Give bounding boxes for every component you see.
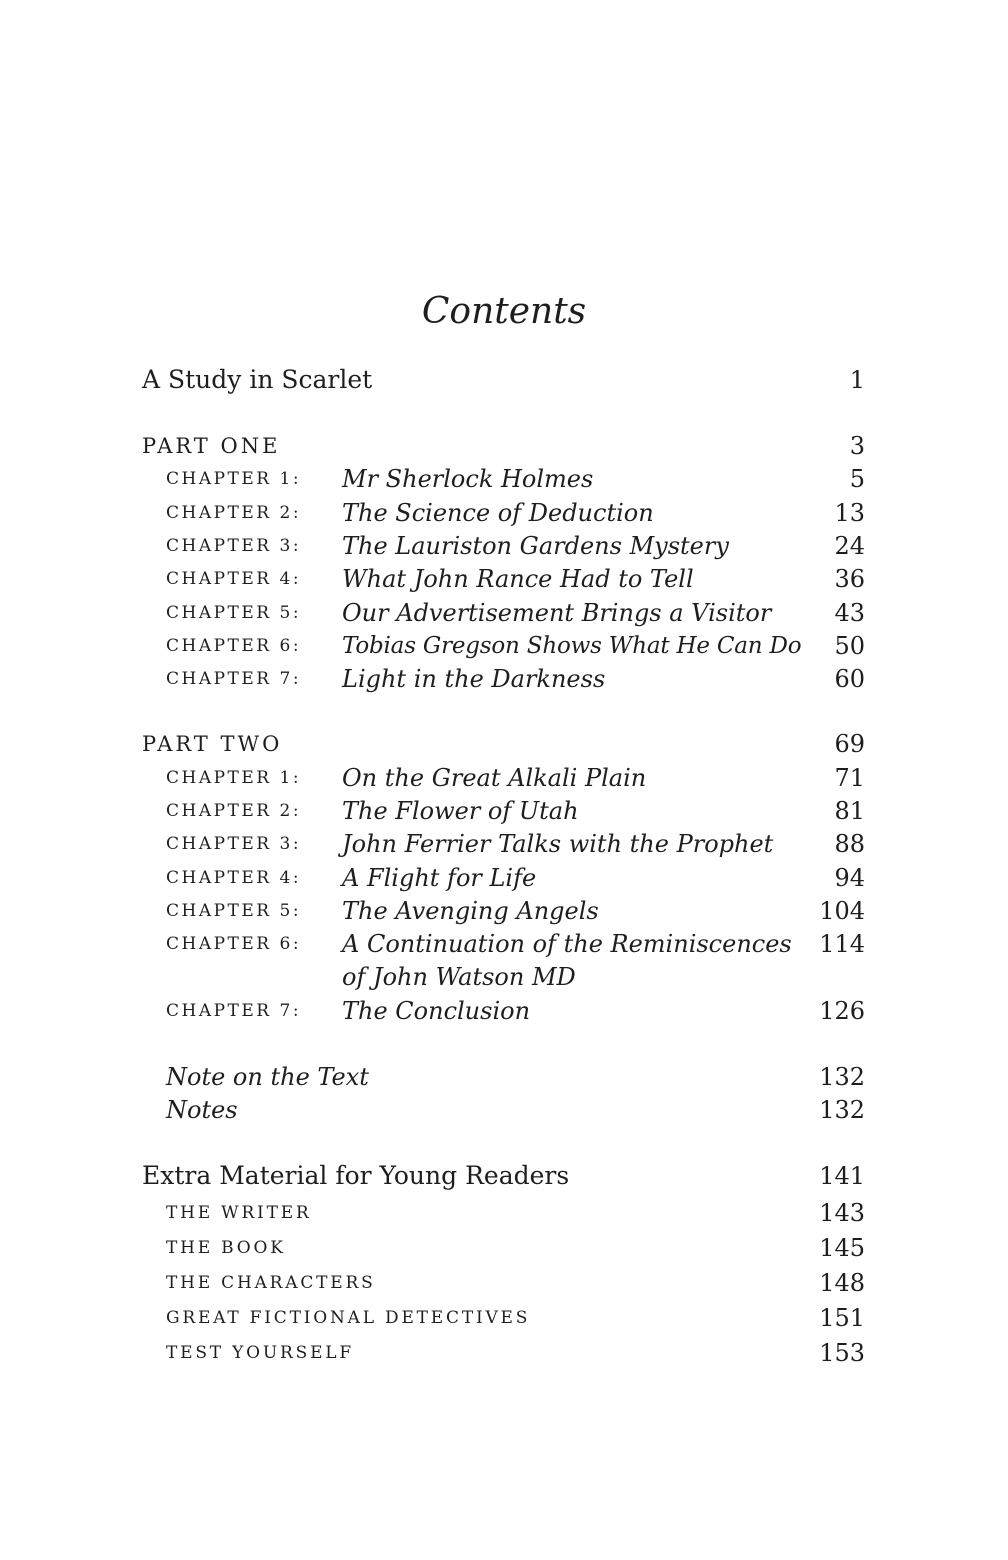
toc-page-number: 1	[849, 366, 865, 394]
toc-chapter-row-continued[interactable]	[0, 960, 1008, 994]
toc-extra-item[interactable]	[0, 1336, 1008, 1370]
page-title: Contents	[421, 291, 587, 332]
back-matter-label: Note on the Text	[166, 1063, 369, 1091]
chapter-title: The Flower of Utah	[342, 797, 579, 825]
toc-page-number: 50	[834, 632, 865, 660]
toc-note-on-text[interactable]	[0, 1060, 1008, 1094]
toc-page-number: 114	[819, 930, 865, 958]
chapter-label: CHAPTER 2:	[166, 503, 302, 523]
toc-chapter-row[interactable]	[0, 629, 1008, 663]
toc-page-number: 132	[819, 1063, 865, 1091]
chapter-title: Light in the Darkness	[342, 665, 606, 693]
toc-entry-main[interactable]	[0, 363, 1008, 397]
chapter-label: CHAPTER 7:	[166, 1001, 302, 1021]
toc-chapter-row[interactable]	[0, 529, 1008, 563]
toc-part-two[interactable]	[0, 727, 1008, 761]
chapter-title: Mr Sherlock Holmes	[342, 465, 594, 493]
chapter-label: CHAPTER 3:	[166, 834, 302, 854]
chapter-label: CHAPTER 1:	[166, 768, 302, 788]
chapter-title: On the Great Alkali Plain	[342, 764, 647, 792]
extra-item-label: THE CHARACTERS	[166, 1273, 376, 1293]
toc-chapter-row[interactable]	[0, 994, 1008, 1028]
chapter-label: CHAPTER 5:	[166, 603, 302, 623]
toc-page-number: 5	[849, 465, 865, 493]
chapter-title: The Science of Deduction	[342, 499, 654, 527]
extra-item-label: THE BOOK	[166, 1238, 286, 1258]
extra-item-label: GREAT FICTIONAL DETECTIVES	[166, 1308, 531, 1328]
toc-extra-item[interactable]	[0, 1196, 1008, 1230]
toc-page-number: 145	[819, 1234, 865, 1262]
chapter-title: Our Advertisement Brings a Visitor	[342, 599, 772, 627]
toc-page-number: 126	[819, 997, 865, 1025]
chapter-label: CHAPTER 4:	[166, 569, 302, 589]
chapter-title: John Ferrier Talks with the Prophet	[342, 830, 774, 858]
chapter-label: CHAPTER 7:	[166, 669, 302, 689]
toc-chapter-row[interactable]	[0, 496, 1008, 530]
chapter-label: CHAPTER 4:	[166, 868, 302, 888]
toc-page-number: 60	[834, 665, 865, 693]
toc-chapter-row[interactable]	[0, 861, 1008, 895]
toc-page-number: 88	[834, 830, 865, 858]
chapter-title: Tobias Gregson Shows What He Can Do	[342, 633, 802, 659]
toc-chapter-row[interactable]	[0, 794, 1008, 828]
chapter-title-continued: of John Watson MD	[342, 963, 576, 991]
toc-entry-label: A Study in Scarlet	[142, 365, 373, 394]
part-label: PART ONE	[142, 434, 281, 458]
chapter-label: CHAPTER 6:	[166, 636, 302, 656]
part-label: PART TWO	[142, 732, 283, 756]
chapter-label: CHAPTER 1:	[166, 469, 302, 489]
toc-page-number: 141	[819, 1162, 865, 1190]
toc-entry-label: Extra Material for Young Readers	[142, 1161, 570, 1190]
toc-page-number: 36	[834, 565, 865, 593]
extra-item-label: THE WRITER	[166, 1203, 312, 1223]
chapter-title: A Flight for Life	[342, 864, 537, 892]
toc-page-number: 71	[834, 764, 865, 792]
extra-item-label: TEST YOURSELF	[166, 1343, 354, 1363]
toc-chapter-row[interactable]	[0, 761, 1008, 795]
toc-chapter-row[interactable]	[0, 894, 1008, 928]
toc-extra-item[interactable]	[0, 1231, 1008, 1265]
chapter-title: A Continuation of the Reminiscences	[342, 930, 792, 958]
toc-page-number: 148	[819, 1269, 865, 1297]
toc-page-number: 143	[819, 1199, 865, 1227]
toc-page-number: 69	[834, 730, 865, 758]
toc-page-number: 153	[819, 1339, 865, 1367]
toc-chapter-row[interactable]	[0, 827, 1008, 861]
toc-page-number: 13	[834, 499, 865, 527]
chapter-label: CHAPTER 2:	[166, 801, 302, 821]
chapter-label: CHAPTER 5:	[166, 901, 302, 921]
chapter-title: The Conclusion	[342, 997, 531, 1025]
toc-chapter-row[interactable]	[0, 927, 1008, 961]
toc-part-one[interactable]	[0, 429, 1008, 463]
toc-extra-item[interactable]	[0, 1266, 1008, 1300]
toc-page-number: 132	[819, 1096, 865, 1124]
toc-extra-material[interactable]	[0, 1159, 1008, 1193]
toc-chapter-row[interactable]	[0, 596, 1008, 630]
toc-page-number: 94	[834, 864, 865, 892]
back-matter-label: Notes	[166, 1096, 238, 1124]
toc-page-number: 151	[819, 1304, 865, 1332]
toc-extra-item[interactable]	[0, 1301, 1008, 1335]
toc-page-number: 43	[834, 599, 865, 627]
toc-page-number: 81	[834, 797, 865, 825]
toc-page-number: 104	[819, 897, 865, 925]
chapter-title: The Avenging Angels	[342, 897, 599, 925]
chapter-title: What John Rance Had to Tell	[342, 565, 694, 593]
toc-page-number: 24	[834, 532, 865, 560]
chapter-title: The Lauriston Gardens Mystery	[342, 532, 729, 560]
toc-chapter-row[interactable]	[0, 462, 1008, 496]
chapter-label: CHAPTER 3:	[166, 536, 302, 556]
toc-chapter-row[interactable]	[0, 662, 1008, 696]
toc-chapter-row[interactable]	[0, 562, 1008, 596]
toc-notes[interactable]	[0, 1093, 1008, 1127]
toc-page-number: 3	[849, 432, 865, 460]
chapter-label: CHAPTER 6:	[166, 934, 302, 954]
